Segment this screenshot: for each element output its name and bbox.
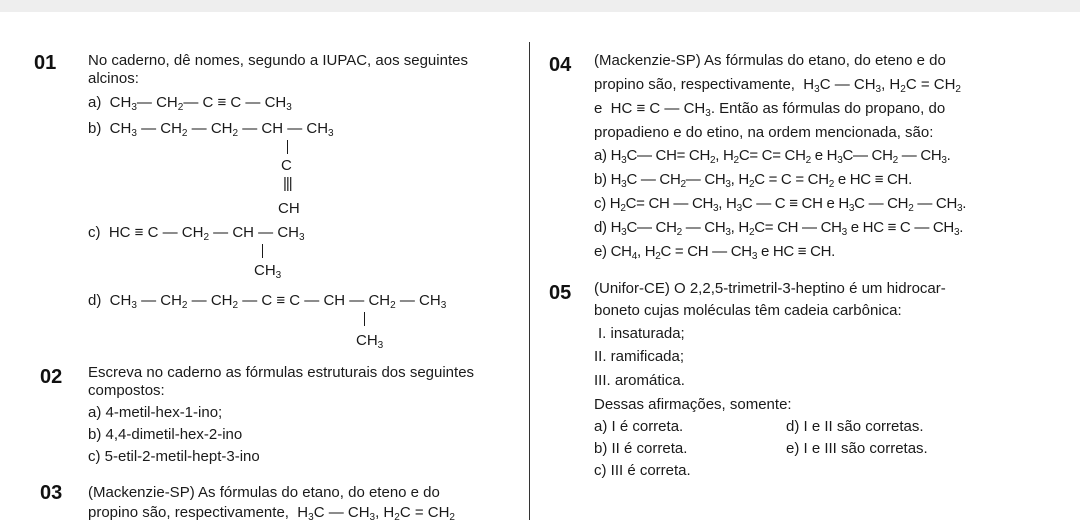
q01-b-formula: $CH_3$ — $CH_2$ — $CH_2$ — CH — $CH_3$ xyxy=(105,120,334,139)
q04-line2-formulas: $H_3C$ — $CH_3$, $H_2C = CH_2$ xyxy=(799,76,961,95)
q01-d-bond-vertical xyxy=(364,312,365,326)
q04-opt-c-formula: $H_2C=$ CH — $CH_3$, $H_3C$ — C ≡ CH e $H_3C$ — $CH_2$ — $CH_3$. xyxy=(609,195,967,214)
q04-opt-e-formula: $CH_4$, $H_2C$ = CH — $CH_3$ e HC ≡ CH. xyxy=(610,243,836,262)
q05-option-c: c) III é correta. xyxy=(594,462,691,479)
q01-b-branch-ch: CH xyxy=(278,200,300,217)
q04-option-d xyxy=(594,219,963,237)
q02-line2: compostos: xyxy=(88,382,165,399)
q01-a-formula: $CH_3—$ $CH_2—$ C ≡ C — $CH_3$ xyxy=(105,94,292,113)
q01-c-branch: $CH_3$ xyxy=(254,262,282,281)
q04-opt-b-formula: $H_3C$ — $CH_2—$ $CH_3$, $H_2C = C = CH_2$ e HC ≡ CH. xyxy=(610,171,912,190)
q03-line1: (Mackenzie-SP) As fórmulas do etano, do eteno e do xyxy=(88,484,440,501)
q04-opt-a-label: a) xyxy=(594,147,607,164)
q01-d-branch-text: CH xyxy=(356,332,378,349)
question-01-number: 01 xyxy=(34,52,57,74)
q05-option-b: b) II é correta. xyxy=(594,440,688,457)
q04-opt-a-formula: $H_3C—$ $CH= CH_2$, $H_2C= C= CH_2$ e $H_3C—$ $CH_2$ — $CH_3$. xyxy=(610,147,951,166)
question-02-number: 02 xyxy=(40,366,63,388)
q01-item-b xyxy=(88,120,334,138)
q01-item-d xyxy=(88,292,446,310)
q04-line2 xyxy=(594,76,961,94)
q01-d-label: d) xyxy=(88,292,102,309)
q03-line2-formulas: $H_3C$ — $CH_3$, $H_2C = CH_2$ xyxy=(293,504,455,523)
q01-prompt-line1: No caderno, dê nomes, segundo a IUPAC, aos seguintes xyxy=(88,52,468,69)
column-divider xyxy=(529,42,530,520)
q04-opt-d-label: d) xyxy=(594,219,607,236)
q04-line3-formula: HC ≡ C — $CH_3$ xyxy=(606,100,711,119)
q04-line3 xyxy=(594,100,945,118)
q02-item-a: a) 4-metil-hex-1-ino; xyxy=(88,404,223,421)
q05-option-a: a) I é correta. xyxy=(594,418,684,435)
top-bar xyxy=(0,0,1080,12)
q04-option-b xyxy=(594,171,912,189)
q05-item-iii: III. aromática. xyxy=(594,372,685,389)
q01-d-branch: $CH_3$ xyxy=(356,332,384,351)
q05-option-e: e) I e III são corretas. xyxy=(786,440,928,457)
q04-opt-c-label: c) xyxy=(594,195,606,212)
q01-c-branch-text: CH xyxy=(254,262,276,279)
q01-a-label: a) xyxy=(88,94,102,111)
q04-option-a xyxy=(594,147,951,165)
q04-line2-text: propino são, respectivamente, xyxy=(594,76,795,93)
q01-prompt-line2: alcinos: xyxy=(88,70,139,87)
q01-d-formula: $CH_3$ — $CH_2$ — $CH_2$ — C ≡ C — CH — $CH_2$ — $CH_3$ xyxy=(105,292,447,311)
q04-line3-pre: e xyxy=(594,100,603,117)
q01-c-label: c) xyxy=(88,224,101,241)
q02-line1: Escreva no caderno as fórmulas estruturais dos seguintes xyxy=(88,364,475,381)
q04-option-e xyxy=(594,243,835,261)
question-05-number: 05 xyxy=(549,282,572,304)
q02-item-b: b) 4,4-dimetil-hex-2-ino xyxy=(88,426,243,443)
question-03-number: 03 xyxy=(40,482,63,504)
q04-line4: propadieno e do etino, na ordem mencionada, são: xyxy=(594,124,934,141)
q01-item-a xyxy=(88,94,292,112)
question-04-number: 04 xyxy=(549,54,572,76)
q04-line3-post: . Então as fórmulas do propano, do xyxy=(710,100,946,117)
q04-opt-b-label: b) xyxy=(594,171,607,188)
q01-c-formula: HC ≡ C — $CH_2$ — CH — $CH_3$ xyxy=(104,224,305,243)
q01-c-bond-vertical xyxy=(262,244,263,258)
q01-item-c xyxy=(88,224,305,242)
q05-line2: boneto cujas moléculas têm cadeia carbônica: xyxy=(594,302,902,319)
q03-line2 xyxy=(88,504,455,522)
q01-b-bond-vertical xyxy=(287,140,288,154)
q04-line1: (Mackenzie-SP) As fórmulas do etano, do eteno e do xyxy=(594,52,946,69)
q01-b-branch-c: C xyxy=(281,157,292,174)
q05-item-ii: II. ramificada; xyxy=(594,348,685,365)
q05-item-i: I. insaturada; xyxy=(598,325,685,342)
q02-item-c: c) 5-etil-2-metil-hept-3-ino xyxy=(88,448,260,465)
q05-dessas: Dessas afirmações, somente: xyxy=(594,396,792,413)
q01-b-triple-bond: ||| xyxy=(283,175,292,192)
q05-line1: (Unifor-CE) O 2,2,5-trimetril-3-heptino é um hidrocar- xyxy=(594,280,946,297)
q03-line2-text: propino são, respectivamente, xyxy=(88,504,289,521)
q05-option-d: d) I e II são corretas. xyxy=(786,418,924,435)
q01-b-label: b) xyxy=(88,120,102,137)
q04-option-c xyxy=(594,195,966,213)
q04-opt-d-formula: $H_3C—$ $CH_2$ — $CH_3$, $H_2C=$ CH — $CH_3$ e HC ≡ C — $CH_3$. xyxy=(610,219,964,238)
q04-opt-e-label: e) xyxy=(594,243,607,260)
